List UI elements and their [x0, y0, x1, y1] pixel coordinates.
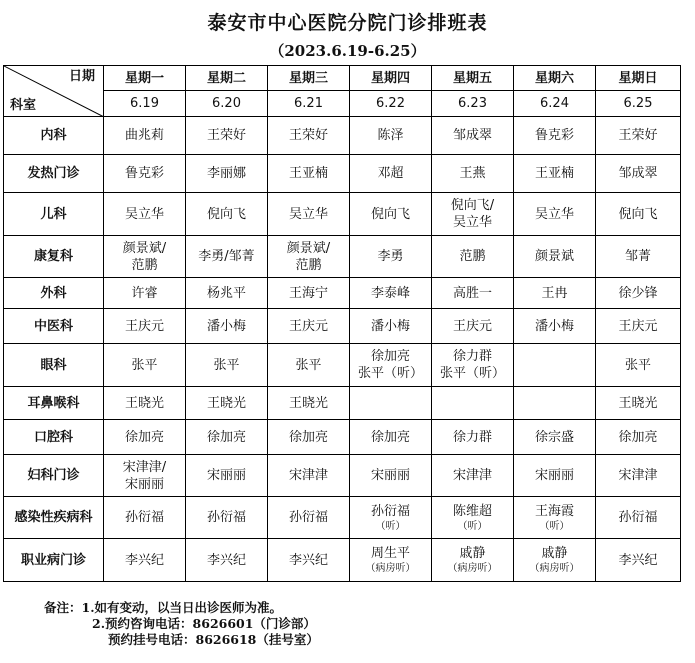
day-header: 星期五: [432, 66, 514, 91]
doctor-cell: [350, 387, 432, 420]
doctor-cell: [596, 344, 681, 387]
schedule-row: [4, 193, 681, 236]
doctor-cell: [186, 344, 268, 387]
doctor-name: 陈泽: [377, 128, 404, 143]
schedule-row: [4, 420, 681, 455]
schedule-row: [4, 236, 681, 278]
doctor-cell: [268, 455, 350, 497]
department-name: 感染性疾病科: [4, 497, 104, 539]
doctor-cell: [350, 193, 432, 236]
doctor-name: 宋丽丽: [534, 468, 574, 483]
doctor-cell: [186, 117, 268, 155]
department-name: 发热门诊: [4, 155, 104, 193]
date-header: 6.21: [268, 91, 350, 117]
doctor-name: 李兴纪: [618, 552, 658, 568]
doctor-name: 宋丽丽: [124, 476, 164, 492]
doctor-cell: [186, 420, 268, 455]
doctor-name: 许睿: [131, 285, 158, 301]
doctor-cell: [596, 278, 681, 309]
department-name: 内科: [4, 117, 104, 155]
doctor-cell: [104, 155, 186, 193]
doctor-name: 徐加亮: [124, 429, 164, 445]
doctor-cell: [432, 155, 514, 193]
doctor-cell: [268, 117, 350, 155]
department-name: 眼科: [4, 344, 104, 387]
doctor-cell: [596, 309, 681, 344]
doctor-cell: [432, 539, 514, 582]
doctor-cell: [104, 387, 186, 420]
department-name: 外科: [4, 278, 104, 309]
doctor-name: 邹菁: [624, 249, 651, 264]
doctor-cell: [514, 387, 596, 420]
doctor-cell: [104, 539, 186, 582]
department-name: 儿科: [4, 193, 104, 236]
doctor-name: 颜景斌/: [286, 240, 331, 256]
doctor-name: 徐力群: [452, 349, 492, 364]
doctor-name: 颜景斌: [534, 249, 574, 264]
doctor-name: 高胜一: [452, 285, 492, 301]
doctor-name: 鲁克彩: [124, 166, 164, 181]
doctor-name: 宋丽丽: [206, 468, 246, 483]
doctor-name: 范鹏: [295, 257, 322, 273]
doctor-name: 范鹏: [131, 257, 158, 273]
doctor-name: 王庆元: [124, 318, 164, 334]
doctor-cell: [186, 193, 268, 236]
day-header: 星期三: [268, 66, 350, 91]
doctor-name: （病房听）: [447, 563, 498, 574]
date-header: 6.20: [186, 91, 268, 117]
doctor-cell: [432, 278, 514, 309]
doctor-name: 倪向飞/: [450, 198, 495, 213]
doctor-cell: [596, 387, 681, 420]
doctor-cell: [268, 420, 350, 455]
doctor-cell: [268, 309, 350, 344]
doctor-cell: [432, 455, 514, 497]
doctor-cell: [186, 236, 268, 278]
doctor-name: 吴立华: [124, 206, 164, 222]
doctor-name: 潘小梅: [370, 318, 410, 334]
doctor-cell: [432, 387, 514, 420]
doctor-cell: [432, 236, 514, 278]
doctor-name: 徐加亮: [370, 349, 410, 364]
doctor-cell: [186, 155, 268, 193]
doctor-name: 徐加亮: [618, 429, 658, 445]
doctor-name: 王庆元: [452, 318, 492, 334]
doctor-name: 张平: [624, 357, 651, 373]
doctor-name: 王燕: [459, 166, 486, 181]
doctor-cell: [514, 309, 596, 344]
doctor-cell: [596, 155, 681, 193]
doctor-name: 宋津津: [288, 468, 328, 483]
doctor-name: 徐力群: [452, 429, 492, 445]
doctor-cell: [514, 155, 596, 193]
doctor-name: 王海宁: [288, 285, 328, 301]
doctor-name: 王亚楠: [288, 166, 328, 181]
doctor-name: （病房听）: [529, 563, 580, 574]
doctor-name: （听）: [539, 520, 570, 532]
doctor-cell: [104, 193, 186, 236]
doctor-name: 张平（听）: [439, 366, 505, 381]
department-name: 中医科: [4, 309, 104, 344]
doctor-cell: [350, 455, 432, 497]
doctor-cell: [432, 420, 514, 455]
doctor-name: 李勇/邹菁: [198, 249, 255, 264]
header-row-dates: [4, 91, 681, 117]
day-header: 星期日: [596, 66, 681, 91]
date-header: 6.24: [514, 91, 596, 117]
doctor-cell: [514, 420, 596, 455]
doctor-cell: [514, 236, 596, 278]
doctor-name: 宋津津: [452, 468, 492, 483]
doctor-name: 戚静: [459, 546, 486, 561]
doctor-name: 李泰峰: [370, 285, 410, 301]
doctor-cell: [432, 117, 514, 155]
doctor-name: 吴立华: [452, 215, 492, 230]
doctor-name: 周生平: [370, 546, 410, 561]
doctor-name: 宋津津: [618, 468, 658, 483]
doctor-name: 李勇: [377, 249, 404, 264]
schedule-row: [4, 155, 681, 193]
date-header: 6.22: [350, 91, 432, 117]
department-name: 耳鼻喉科: [4, 387, 104, 420]
doctor-name: 孙衍福: [206, 510, 246, 525]
date-range: （2023.6.19-6.25）: [269, 42, 426, 60]
doctor-name: 倪向飞: [206, 206, 246, 222]
doctor-name: 范鹏: [459, 249, 486, 264]
note-line-3: 预约挂号电话：8626618（挂号室）: [108, 632, 319, 647]
doctor-name: 张平: [213, 357, 240, 373]
doctor-cell: [596, 117, 681, 155]
doctor-cell: [514, 278, 596, 309]
doctor-name: 宋津津/: [122, 459, 167, 475]
doctor-cell: [268, 155, 350, 193]
doctor-cell: [350, 117, 432, 155]
schedule-table: [3, 65, 681, 582]
doctor-cell: [350, 497, 432, 539]
doctor-cell: [268, 344, 350, 387]
doctor-cell: [514, 539, 596, 582]
doctor-cell: [186, 497, 268, 539]
doctor-cell: [596, 497, 681, 539]
schedule-row: [4, 278, 681, 309]
doctor-cell: [350, 344, 432, 387]
doctor-name: 王冉: [541, 285, 568, 301]
schedule-row: [4, 387, 681, 420]
doctor-cell: [596, 193, 681, 236]
doctor-cell: [268, 497, 350, 539]
doctor-cell: [186, 455, 268, 497]
doctor-name: 徐加亮: [206, 429, 246, 445]
day-header: 星期一: [104, 66, 186, 91]
doctor-cell: [186, 387, 268, 420]
doctor-name: 王晓光: [206, 395, 246, 411]
doctor-name: 孙衍福: [618, 510, 658, 525]
doctor-cell: [432, 344, 514, 387]
doctor-name: 王荣好: [288, 128, 328, 143]
day-header: 星期四: [350, 66, 432, 91]
doctor-name: 杨兆平: [206, 285, 246, 301]
doctor-cell: [514, 455, 596, 497]
doctor-name: 孙衍福: [124, 510, 164, 525]
doctor-cell: [104, 344, 186, 387]
header-row-days: [4, 66, 681, 91]
doctor-name: 邓超: [377, 166, 404, 181]
doctor-name: 王庆元: [618, 318, 658, 334]
doctor-cell: [432, 497, 514, 539]
doctor-name: 徐宗盛: [534, 429, 574, 445]
note-line-2: 2.预约咨询电话：8626601（门诊部）: [92, 616, 316, 631]
date-axis-label: 日期: [68, 69, 95, 84]
doctor-cell: [104, 236, 186, 278]
doctor-name: 邹成翠: [452, 128, 492, 143]
doctor-cell: [104, 309, 186, 344]
doctor-cell: [268, 387, 350, 420]
doctor-name: 鲁克彩: [534, 128, 574, 143]
doctor-name: 宋丽丽: [370, 468, 410, 483]
schedule-row: [4, 539, 681, 582]
doctor-name: 孙衍福: [288, 510, 328, 525]
doctor-name: 潘小梅: [534, 318, 574, 334]
doctor-cell: [350, 309, 432, 344]
doctor-name: 潘小梅: [206, 318, 246, 334]
page-title: 泰安市中心医院分院门诊排班表: [207, 12, 488, 34]
doctor-cell: [350, 539, 432, 582]
schedule-row: [4, 344, 681, 387]
doctor-name: 倪向飞: [370, 206, 410, 222]
doctor-cell: [350, 155, 432, 193]
doctor-name: 倪向飞: [618, 206, 658, 222]
doctor-name: 王亚楠: [534, 166, 574, 181]
department-name: 口腔科: [4, 420, 104, 455]
doctor-cell: [268, 193, 350, 236]
doctor-cell: [514, 344, 596, 387]
doctor-name: 王晓光: [618, 395, 658, 411]
doctor-name: 邹成翠: [618, 166, 658, 181]
doctor-name: 王海霞: [534, 503, 574, 519]
doctor-cell: [432, 193, 514, 236]
doctor-cell: [514, 497, 596, 539]
doctor-name: 吴立华: [534, 206, 574, 222]
doctor-cell: [104, 278, 186, 309]
day-header: 星期二: [186, 66, 268, 91]
doctor-cell: [186, 309, 268, 344]
doctor-name: （病房听）: [365, 563, 416, 574]
doctor-name: 徐少锋: [618, 285, 658, 301]
doctor-cell: [268, 539, 350, 582]
note-line-1: 备注：1.如有变动，以当日出诊医师为准。: [44, 600, 283, 615]
doctor-name: 张平: [295, 357, 322, 373]
doctor-cell: [268, 236, 350, 278]
doctor-cell: [596, 539, 681, 582]
schedule-row: [4, 455, 681, 497]
doctor-name: 孙衍福: [370, 503, 410, 519]
doctor-name: 李丽娜: [206, 166, 246, 181]
doctor-name: 李兴纪: [206, 552, 246, 568]
doctor-name: 王荣好: [618, 128, 658, 143]
date-header: 6.23: [432, 91, 514, 117]
corner-header-cell: [4, 66, 104, 117]
doctor-cell: [104, 455, 186, 497]
doctor-name: 颜景斌/: [122, 240, 167, 256]
doctor-cell: [350, 278, 432, 309]
doctor-cell: [350, 420, 432, 455]
doctor-name: 王庆元: [288, 318, 328, 334]
doctor-cell: [104, 117, 186, 155]
doctor-name: 李兴纪: [288, 552, 328, 568]
doctor-name: 徐加亮: [370, 429, 410, 445]
doctor-cell: [186, 278, 268, 309]
doctor-name: 陈维超: [452, 503, 492, 519]
doctor-cell: [104, 497, 186, 539]
doctor-cell: [514, 117, 596, 155]
date-header: 6.19: [104, 91, 186, 117]
department-name: 康复科: [4, 236, 104, 278]
doctor-name: 张平: [131, 357, 158, 373]
doctor-name: 徐加亮: [288, 429, 328, 445]
schedule-row: [4, 497, 681, 539]
doctor-cell: [350, 236, 432, 278]
doctor-name: 王晓光: [288, 395, 328, 411]
doctor-cell: [268, 278, 350, 309]
department-name: 妇科门诊: [4, 455, 104, 497]
date-header: 6.25: [596, 91, 681, 117]
doctor-cell: [104, 420, 186, 455]
doctor-name: （听）: [457, 520, 488, 532]
doctor-cell: [514, 193, 596, 236]
doctor-cell: [596, 455, 681, 497]
doctor-name: 李兴纪: [124, 552, 164, 568]
doctor-name: （听）: [375, 520, 406, 532]
doctor-name: 王荣好: [206, 128, 246, 143]
schedule-row: [4, 117, 681, 155]
schedule-row: [4, 309, 681, 344]
doctor-name: 吴立华: [288, 206, 328, 222]
doctor-name: 戚静: [541, 546, 568, 561]
doctor-cell: [596, 236, 681, 278]
doctor-cell: [596, 420, 681, 455]
doctor-name: 曲兆莉: [124, 128, 164, 143]
doctor-cell: [432, 309, 514, 344]
department-name: 职业病门诊: [4, 539, 104, 582]
dept-axis-label: 科室: [10, 98, 37, 113]
doctor-cell: [186, 539, 268, 582]
doctor-name: 王晓光: [124, 395, 164, 411]
day-header: 星期六: [514, 66, 596, 91]
notes: [44, 600, 319, 648]
doctor-name: 张平（听）: [357, 366, 423, 381]
